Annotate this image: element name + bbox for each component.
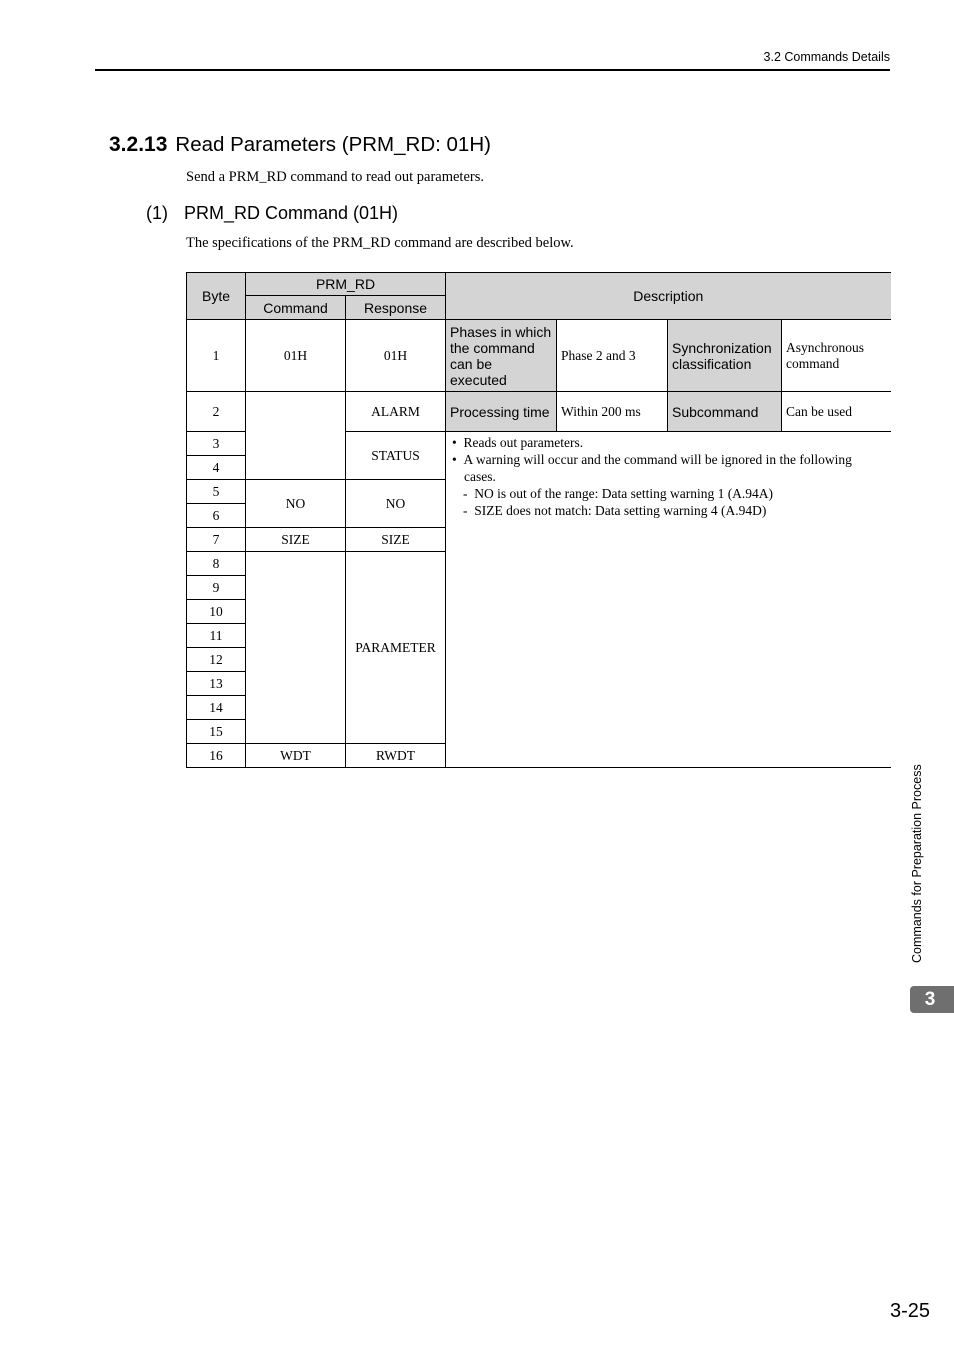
sync-value: Asynchronous command [782, 320, 891, 392]
byte-cell: 2 [187, 392, 246, 432]
header-prm-rd: PRM_RD [246, 273, 446, 296]
description-cell [446, 432, 891, 768]
section-intro: Send a PRM_RD command to read out parameters. [186, 169, 484, 185]
description-bullet: • A warning will occur and the command will be ignored in the following cases. [452, 452, 852, 484]
table-row [187, 392, 891, 432]
response-cell: SIZE [346, 528, 446, 552]
subsection-number: (1) [146, 203, 168, 223]
response-cell: STATUS [346, 432, 446, 480]
section-title-text: Read Parameters (PRM_RD: 01H) [175, 133, 491, 156]
header-rule [95, 69, 890, 71]
description-sub-item: - SIZE does not match: Data setting warning 4 (A.94D) [463, 503, 767, 518]
header-command: Command [246, 296, 346, 320]
byte-cell: 14 [187, 696, 246, 720]
byte-cell: 16 [187, 744, 246, 768]
subsection-intro: The specifications of the PRM_RD command are described below. [186, 235, 574, 251]
chapter-side-label: Commands for Preparation Process [910, 764, 924, 963]
response-cell: ALARM [346, 392, 446, 432]
byte-cell: 12 [187, 648, 246, 672]
byte-cell: 15 [187, 720, 246, 744]
subcommand-label: Subcommand [668, 392, 782, 432]
section-title [109, 133, 491, 157]
command-cell [246, 392, 346, 480]
description-bullet: • Reads out parameters. [452, 435, 584, 450]
byte-cell: 9 [187, 576, 246, 600]
header-response: Response [346, 296, 446, 320]
byte-cell: 7 [187, 528, 246, 552]
processing-label: Processing time [446, 392, 557, 432]
response-cell: PARAMETER [346, 552, 446, 744]
running-header: 3.2 Commands Details [763, 50, 890, 64]
command-cell [246, 552, 346, 744]
subcommand-value: Can be used [782, 392, 891, 432]
command-cell: SIZE [246, 528, 346, 552]
sync-label: Synchronization classification [668, 320, 782, 392]
page-number: 3-25 [889, 1300, 930, 1322]
command-cell: 01H [246, 320, 346, 392]
byte-cell: 10 [187, 600, 246, 624]
section-number: 3.2.13 [109, 133, 168, 156]
byte-cell: 5 [187, 480, 246, 504]
subsection-title [146, 203, 398, 224]
header-byte: Byte [187, 273, 246, 320]
byte-cell: 6 [187, 504, 246, 528]
byte-cell: 8 [187, 552, 246, 576]
response-cell: NO [346, 480, 446, 528]
byte-cell: 11 [187, 624, 246, 648]
processing-value: Within 200 ms [557, 392, 668, 432]
chapter-tab: 3 [910, 986, 954, 1013]
header-description: Description [446, 273, 891, 320]
phases-value: Phase 2 and 3 [557, 320, 668, 392]
subsection-title-text: PRM_RD Command (01H) [184, 203, 399, 223]
phases-label: Phases in which the command can be executed [446, 320, 557, 392]
byte-cell: 3 [187, 432, 246, 456]
description-sub-item: - NO is out of the range: Data setting warning 1 (A.94A) [463, 486, 774, 501]
byte-cell: 13 [187, 672, 246, 696]
response-cell: RWDT [346, 744, 446, 768]
byte-cell: 1 [187, 320, 246, 392]
response-cell: 01H [346, 320, 446, 392]
table-row [187, 320, 891, 392]
command-cell: NO [246, 480, 346, 528]
command-table [186, 272, 891, 768]
command-cell: WDT [246, 744, 346, 768]
byte-cell: 4 [187, 456, 246, 480]
